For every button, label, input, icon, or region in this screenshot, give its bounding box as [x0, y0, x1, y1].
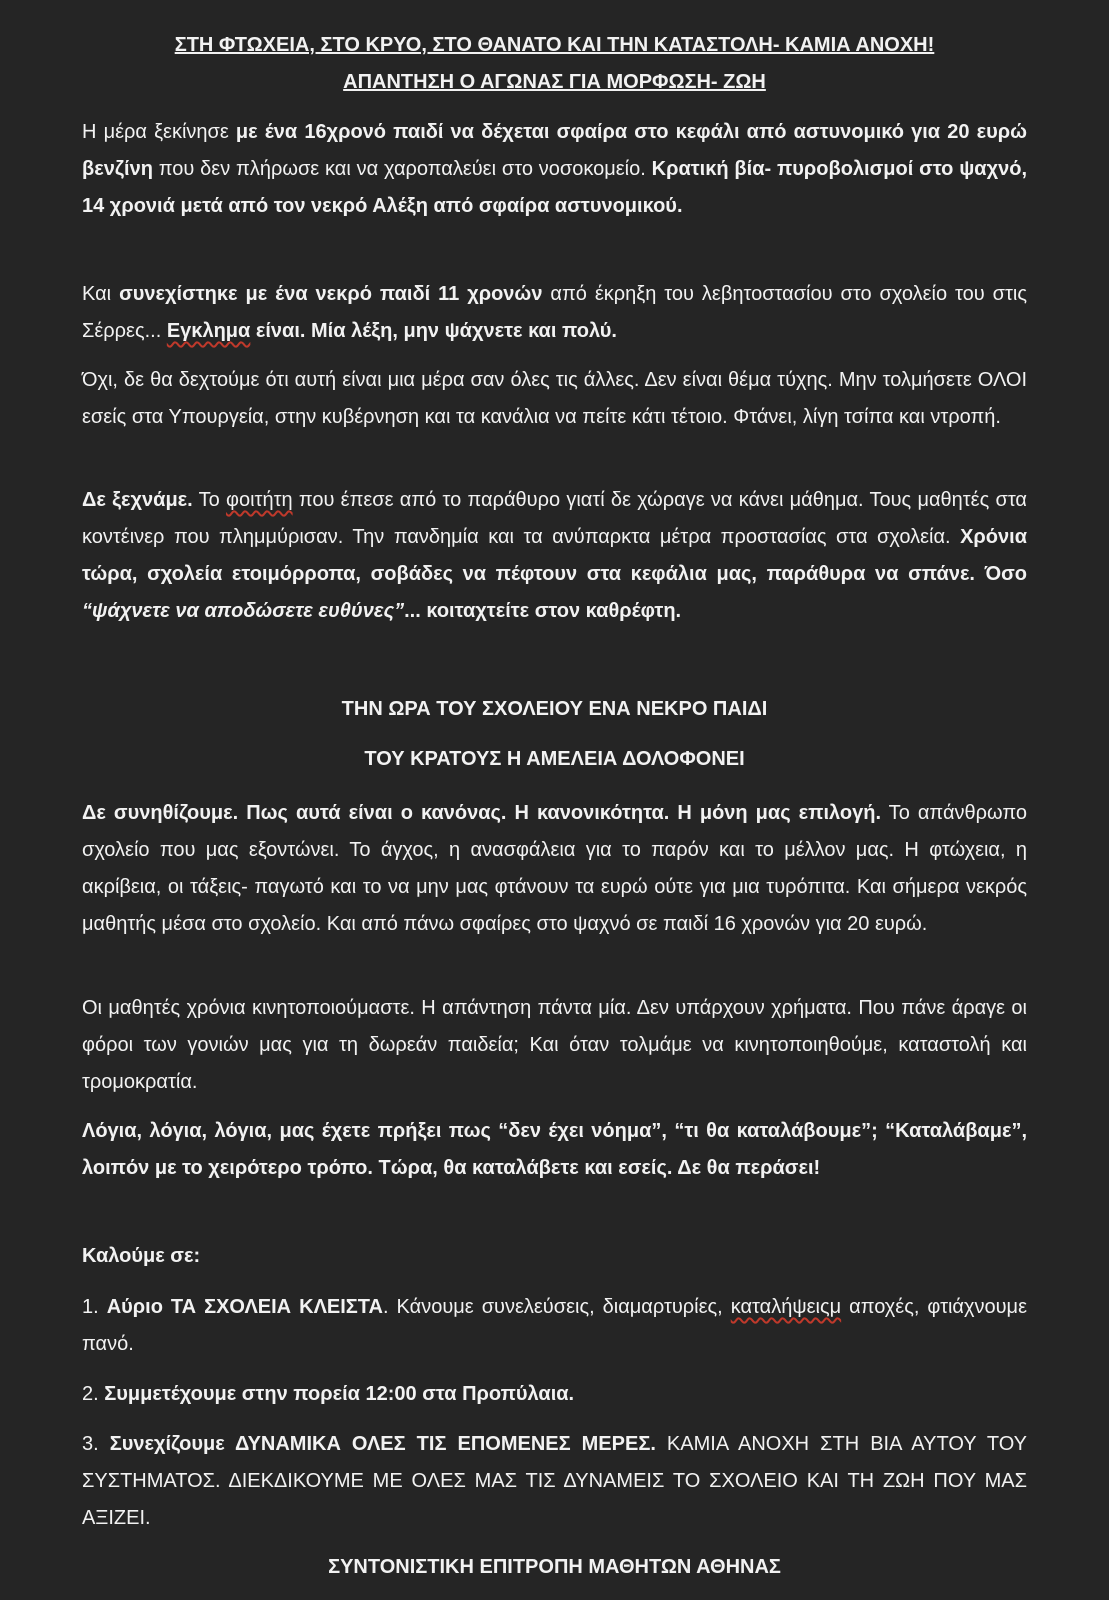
- item2-bold-a: Συμμετέχουμε στην πορεία 12:00 στα Προπύλαια.: [104, 1383, 575, 1405]
- heading-line-1: [0, 691, 1109, 728]
- p1-text-a: Η μέρα ξεκίνησε: [82, 121, 236, 143]
- paragraph-5: [82, 795, 1027, 943]
- p4-quote: “ψάχνετε να αποδώσετε ευθύνες”: [82, 600, 405, 622]
- item1-text-d: αποχές, φτιάχνουμε πανό.: [82, 1296, 1027, 1355]
- title-line-2: ΑΠΑΝΤΗΣΗ Ο ΑΓΩΝΑΣ ΓΙΑ ΜΟΡΦΩΣΗ- ΖΩΗ: [343, 71, 766, 93]
- list-item-1: [82, 1289, 1027, 1363]
- p4-misspelled-word: φοιτήτη: [226, 489, 293, 511]
- paragraph-2: [82, 276, 1027, 350]
- heading-line-2: [0, 741, 1109, 778]
- paragraph-1: [82, 114, 1027, 225]
- item1-bold-a: Αύριο ΤΑ ΣΧΟΛΕΙΑ ΚΛΕΙΣΤΑ: [106, 1296, 383, 1318]
- list-item-3: [82, 1426, 1027, 1537]
- p2-misspelled-word: Εγκλημα: [166, 320, 251, 342]
- list-item-2: [82, 1376, 1027, 1413]
- p7-bold-text: Λόγια, λόγια, λόγια, μας έχετε πρήξει πως “δεν έχει νόημα”, “τι θα καταλάβουμε”; “Καταλάβαμε”, λοιπόν με το χειρότερο τρόπο. Τώρα, θα καταλάβετε και εσείς. Δε θα περάσει!: [82, 1120, 1027, 1179]
- item3-bold-a: Συνεχίζουμε ΔΥΝΑΜΙΚΑ ΟΛΕΣ ΤΙΣ ΕΠΟΜΕΝΕΣ ΜΕΡΕΣ.: [109, 1433, 656, 1455]
- signature-text: ΣΥΝΤΟΝΙΣΤΙΚΗ ΕΠΙΤΡΟΠΗ ΜΑΘΗΤΩΝ ΑΘΗΝΑΣ: [328, 1556, 781, 1578]
- p4-text-d: που έπεσε από το παράθυρο γιατί δε χώραγε να κάνει μάθημα. Τους μαθητές στα κοντέινερ που πλημμύρισαν. Την πανδημία και τα ανύπαρκτα μέτρα προστασίας στα σχολεία.: [82, 489, 1027, 548]
- item1-misspelled-word: καταλήψειςμ: [730, 1296, 842, 1318]
- p4-text-b: Το: [192, 489, 227, 511]
- call-label: [82, 1238, 1027, 1275]
- p1-bold-b: με ένα 16χρονό παιδί να δέχεται σφαίρα στο κεφάλι από αστυνομικό για 20 ευρώ βενζίνη: [82, 121, 1027, 180]
- p1-text-c: που δεν πλήρωσε και να χαροπαλεύει στο νοσοκομείο.: [152, 158, 652, 180]
- paragraph-7: [82, 1113, 1027, 1187]
- paragraph-6: Οι μαθητές χρόνια κινητοποιούμαστε. Η απάντηση πάντα μία. Δεν υπάρχουν χρήματα. Που πάνε άραγε οι φόροι των γονιών μας για τη δωρεάν παιδεία; Και όταν τολμάμε να κινητοποιηθούμε, καταστολή και τρομοκρατία.: [82, 997, 1027, 1093]
- p4-bold-a: Δε ξεχνάμε.: [82, 489, 193, 511]
- heading-line-2-text: ΤΟΥ ΚΡΑΤΟΥΣ Η ΑΜΕΛΕΙΑ ΔΟΛΟΦΟΝΕΙ: [364, 748, 745, 770]
- call-label-text: Καλούμε σε:: [82, 1245, 201, 1267]
- heading-line-1-text: ΤΗΝ ΩΡΑ ΤΟΥ ΣΧΟΛΕΙΟΥ ΕΝΑ ΝΕΚΡΟ ΠΑΙΔΙ: [341, 698, 768, 720]
- title-line-1: ΣΤΗ ΦΤΩΧΕΙΑ, ΣΤΟ ΚΡΥΟ, ΣΤΟ ΘΑΝΑΤΟ ΚΑΙ ΤΗΝ ΚΑΤΑΣΤΟΛΗ- ΚΑΜΙΑ ΑΝΟΧΗ!: [174, 34, 935, 56]
- signature: [0, 1549, 1109, 1586]
- p5-bold-a: Δε συνηθίζουμε. Πως αυτά είναι ο κανόνας. Η κανονικότητα. Η μόνη μας επιλογή.: [82, 802, 881, 824]
- p5-text-b: Το απάνθρωπο σχολείο που μας εξοντώνει. Το άγχος, η ανασφάλεια για το παρόν και το μέλλον μας. Η φτώχεια, η ακρίβεια, οι τάξεις- παγωτό και το να μην μας φτάνουν τα ευρώ ούτε για μια τυρόπιτα. Και σήμερα νεκρός μαθητής μέσα στο σχολείο. Και από πάνω σφαίρες στο ψαχνό σε παιδί 16 χρονών για 20 ευρώ.: [82, 802, 1027, 935]
- paragraph-4: [82, 482, 1027, 630]
- p2-bold-b: συνεχίστηκε με ένα νεκρό παιδί 11 χρονών: [119, 283, 543, 305]
- p4-bold-e: Χρόνια τώρα, σχολεία ετοιμόρροπα, σοβάδες να πέφτουν στα κεφάλια μας, παράθυρα να σπάνε. Όσο: [82, 526, 1027, 585]
- item2-number: 2.: [82, 1383, 105, 1405]
- p2-text-c: από έκρηξη του λεβητοστασίου στο σχολείο του στις Σέρρες...: [82, 283, 1027, 342]
- paragraph-3: Όχι, δε θα δεχτούμε ότι αυτή είναι μια μέρα σαν όλες τις άλλες. Δεν είναι θέμα τύχης. Μην τολμήσετε ΟΛΟΙ εσείς στα Υπουργεία, στην κυβέρνηση και τα κανάλια να πείτε κάτι τέτοιο. Φτάνει, λίγη τσίπα και ντροπή.: [82, 369, 1027, 428]
- item3-text-b: ΚΑΜΙΑ ΑΝΟΧΗ ΣΤΗ ΒΙΑ ΑΥΤΟΥ ΤΟΥ ΣΥΣΤΗΜΑΤΟΣ. ΔΙΕΚΔΙΚΟΥΜΕ ΜΕ ΟΛΕΣ ΜΑΣ ΤΙΣ ΔΥΝΑΜΕΙΣ ΤΟ ΣΧΟΛΕΙΟ ΚΑΙ ΤΗ ΖΩΗ ΠΟΥ ΜΑΣ ΑΞΙΖΕΙ.: [82, 1433, 1027, 1529]
- item3-number: 3.: [82, 1433, 110, 1455]
- item1-number: 1.: [82, 1296, 107, 1318]
- item1-text-b: . Κάνουμε συνελεύσεις, διαμαρτυρίες,: [382, 1296, 731, 1318]
- p4-bold-g: ... κοιταχτείτε στον καθρέφτη.: [404, 600, 682, 622]
- p2-bold-e: είναι. Μία λέξη, μην ψάχνετε και πολύ.: [250, 320, 617, 342]
- p1-bold-d: Κρατική βία- πυροβολισμοί στο ψαχνό, 14 χρονιά μετά από τον νεκρό Αλέξη από σφαίρα αστυνομικού.: [82, 158, 1027, 217]
- p2-text-a: Και: [82, 283, 120, 305]
